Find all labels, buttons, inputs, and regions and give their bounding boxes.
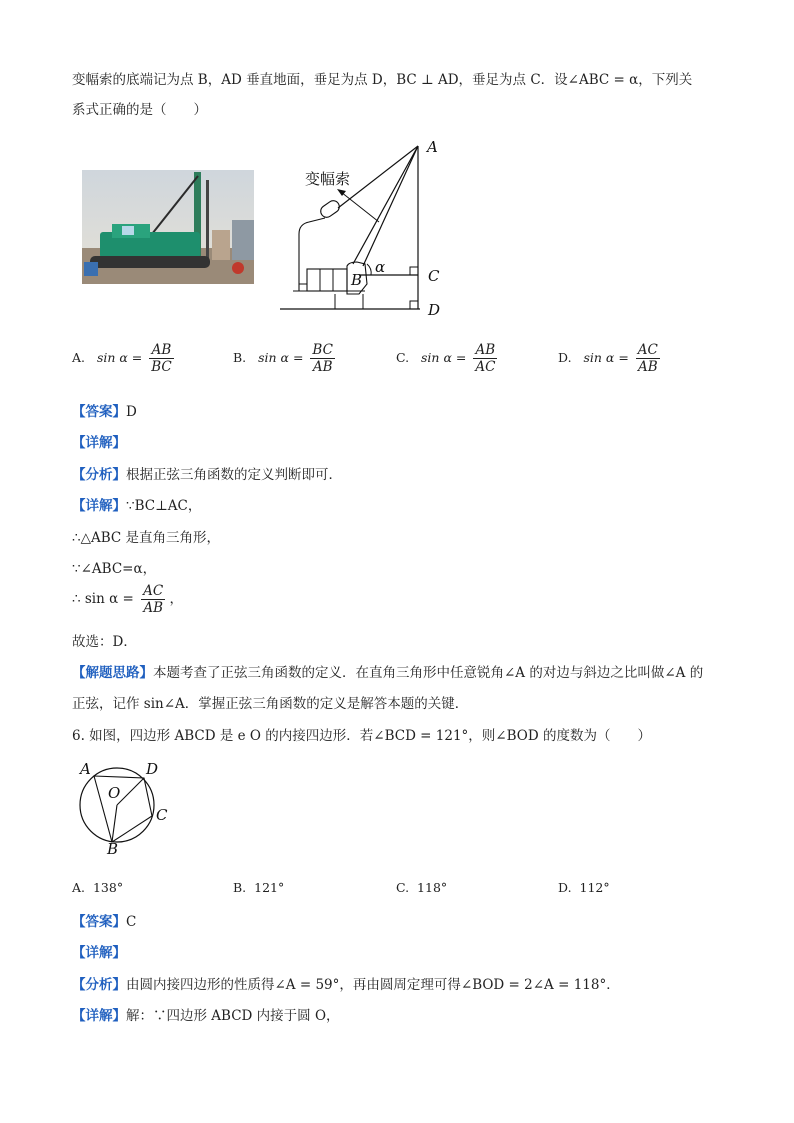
crane-geometry-diagram xyxy=(275,134,450,319)
label-A: A xyxy=(427,138,438,156)
q5-step4: ∴ sin α = $\frac{AC}{AB}$ ， xyxy=(72,583,184,616)
q6-stem: 6. 如图，四边形 ABCD 是 e O 的内接四边形．若∠BCD = 121°，则∠BOD 的度数为（ ） xyxy=(72,728,651,744)
label-D: D xyxy=(428,301,441,319)
label-cable: 变幅索 xyxy=(305,170,351,188)
q6-label-O: O xyxy=(108,784,121,802)
q6-detail-heading: 【详解】 xyxy=(72,945,126,961)
q6-option-b: B. 121° xyxy=(233,880,285,895)
q6-option-c: C. 118° xyxy=(396,880,448,895)
q6-option-a: A. 138° xyxy=(72,880,124,895)
q5-stem-line1: 变幅索的底端记为点 B，AD 垂直地面，垂足为点 D，BC ⊥ AD，垂足为点 C．设∠ABC = α，下列关 xyxy=(72,72,693,88)
q5-conclusion: 故选：D． xyxy=(72,634,137,650)
q5-option-a: A. sin α = $\frac{AB}{BC}$ xyxy=(72,342,172,375)
q5-thinking-line1: 【解题思路】本题考查了正弦三角函数的定义．在直角三角形中任意锐角∠A 的对边与斜边之比叫做∠A 的 xyxy=(72,665,704,681)
label-alpha: α xyxy=(375,258,386,276)
q6-label-C: C xyxy=(156,806,168,824)
q6-answer: 【答案】C xyxy=(72,914,137,930)
q5-detail-heading: 【详解】 xyxy=(72,435,126,451)
q6-label-D: D xyxy=(146,760,159,778)
drilling-rig-photo xyxy=(82,170,254,284)
inscribed-quadrilateral-diagram xyxy=(72,760,177,855)
q6-analysis: 【分析】由圆内接四边形的性质得∠A = 59°，再由圆周定理可得∠BOD = 2∠A = 118°． xyxy=(72,977,620,993)
q5-option-b: B. sin α = $\frac{BC}{AB}$ xyxy=(233,342,333,375)
q5-option-d: D. sin α = $\frac{AC}{AB}$ xyxy=(558,342,658,375)
q5-analysis: 【分析】根据正弦三角函数的定义判断即可． xyxy=(72,467,342,483)
q5-answer: 【答案】D xyxy=(72,404,137,420)
q6-label-A: A xyxy=(80,760,91,778)
label-C: C xyxy=(428,267,440,285)
q5-stem-line2: 系式正确的是（ ） xyxy=(72,102,207,118)
q5-step1: 【详解】∵BC⊥AC， xyxy=(72,498,202,514)
q5-thinking-line2: 正弦，记作 sin∠A．掌握正弦三角函数的定义是解答本题的关键． xyxy=(72,696,469,712)
q5-step2: ∴△ABC 是直角三角形， xyxy=(72,530,221,546)
q6-option-d: D. 112° xyxy=(558,880,610,895)
q6-label-B: B xyxy=(107,840,119,855)
q5-step3: ∵∠ABC=α， xyxy=(72,561,157,577)
label-B: B xyxy=(351,271,363,289)
q6-step1: 【详解】解：∵四边形 ABCD 内接于圆 O， xyxy=(72,1008,340,1024)
q5-option-c: C. sin α = $\frac{AB}{AC}$ xyxy=(396,342,496,375)
